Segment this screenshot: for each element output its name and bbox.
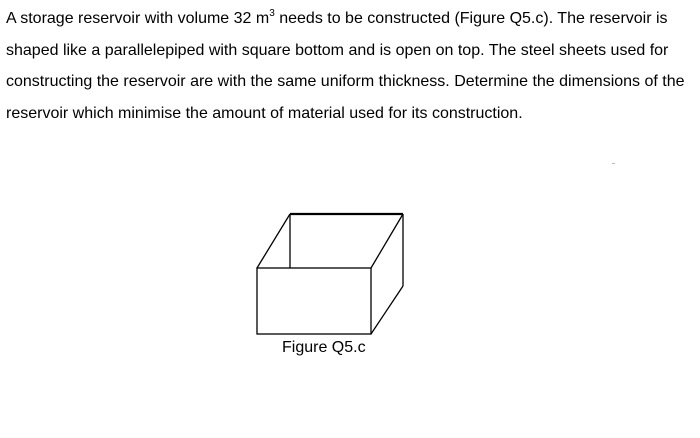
cubic-exponent: 3 [269, 8, 275, 19]
box-right-top-diagonal [371, 214, 403, 268]
box-left-top-diagonal [257, 214, 290, 268]
figure-caption: Figure Q5.c [282, 339, 366, 356]
box-front-face [257, 268, 371, 334]
problem-statement [6, 3, 696, 129]
stray-mark [612, 163, 615, 164]
reservoir-figure [250, 208, 410, 338]
problem-text-part-1: A storage reservoir with volume 32 m [6, 10, 270, 27]
box-bottom-right-diagonal [371, 286, 403, 334]
problem-text-part-2: needs to be constructed (Figure Q5.c). The reservoir is shaped like a parallelepiped with square bottom and is open on top. The steel sheets used for constructing the reservoir are with the same uniform thickness. Determine the dimensions of the reservoir which minimise the amount of material used for its construction. [6, 10, 685, 122]
